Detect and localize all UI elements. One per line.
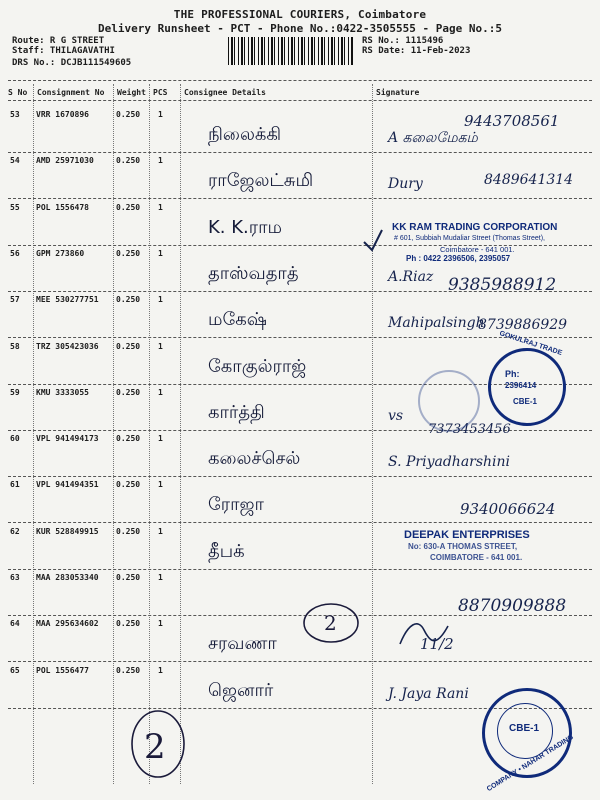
row-pcs: 1 (158, 666, 163, 675)
gokulraj-seal-ring: GOKULRAJ TRADE (498, 330, 563, 357)
row-pcs: 1 (158, 527, 163, 536)
row-divider (8, 152, 592, 153)
handwritten-phone: 8489641314 (484, 172, 574, 188)
col-sep (180, 84, 181, 784)
row-consignee-handwritten: நிலைக்கி (208, 124, 282, 145)
row-consignee-handwritten: சரவணா (208, 633, 277, 654)
row-consignment-no: MAA 295634602 (36, 619, 99, 628)
row-pcs: 1 (158, 434, 163, 443)
row-consignee-handwritten: கலைச்செல் (208, 448, 301, 469)
col-pcs: PCS (153, 88, 168, 97)
col-sep (33, 84, 34, 784)
row-pcs: 1 (158, 619, 163, 628)
handwritten-phone: 9385988912 (448, 275, 557, 295)
row-consignment-no: VPL 941494351 (36, 480, 99, 489)
colhead-divider (8, 100, 592, 101)
staff-label: Staff: THILAGAVATHI (12, 46, 115, 56)
row-divider (8, 198, 592, 199)
row-pcs: 1 (158, 342, 163, 351)
row-weight: 0.250 (116, 203, 141, 212)
row-consignment-no: GPM 273860 (36, 249, 85, 258)
row-consignment-no: TRZ 305423036 (36, 342, 99, 351)
row-divider (8, 476, 592, 477)
row-signature: A கலைமேகம் (388, 130, 478, 146)
route-label: Route: R G STREET (12, 36, 105, 46)
row-signature: J. Jaya Rani (388, 686, 469, 702)
rs-date: RS Date: 11-Feb-2023 (362, 46, 471, 56)
row-consignee-handwritten: கோகுல்ராஜ் (208, 356, 307, 377)
row-consignee-handwritten: ராஜேலட்சுமி (208, 170, 314, 191)
row-weight: 0.250 (116, 156, 141, 165)
header-divider (8, 80, 592, 81)
rs-number: RS No.: 1115496 (362, 36, 444, 46)
handwritten-phone: 7373453456 (428, 422, 511, 437)
col-consignee: Consignee Details (184, 88, 266, 97)
faint-seal (418, 370, 480, 432)
row-signature: Mahipalsingh (388, 315, 485, 331)
row-pcs: 1 (158, 156, 163, 165)
row-sno: 64 (10, 619, 20, 628)
row-sno: 59 (10, 388, 20, 397)
svg-text:2: 2 (144, 727, 166, 767)
handwritten-date: 11/2 (420, 635, 454, 653)
row-consignee-handwritten: கார்த்தி (208, 402, 265, 423)
row-sno: 56 (10, 249, 20, 258)
row-consignee-handwritten: ரோஜா (208, 494, 264, 515)
kkram-stamp-line: Coimbatore - 641 001. (440, 245, 515, 254)
row-sno: 58 (10, 342, 20, 351)
row-divider (8, 569, 592, 570)
row-pcs: 1 (158, 480, 163, 489)
row-pcs: 1 (158, 203, 163, 212)
col-sep (372, 84, 373, 784)
row-sno: 60 (10, 434, 20, 443)
row-signature: vs (388, 408, 404, 424)
row-weight: 0.250 (116, 666, 141, 675)
col-weight: Weight (117, 88, 146, 97)
kkram-stamp-line: # 601, Subbiah Mudaliar Street (Thomas Street), (394, 235, 545, 242)
col-sno: S No (8, 88, 28, 97)
row-signature: Dury (388, 176, 423, 192)
row-divider (8, 522, 592, 523)
row-pcs: 1 (158, 573, 163, 582)
handwritten-phone: 8739886929 (478, 317, 568, 333)
handwritten-phone: 8870909888 (458, 596, 567, 616)
row-consignment-no: KMU 3333055 (36, 388, 89, 397)
row-pcs: 1 (158, 295, 163, 304)
handwritten-phone: 9340066624 (460, 500, 556, 518)
kkram-stamp-name: KK RAM TRADING CORPORATION (392, 222, 558, 233)
row-pcs: 1 (158, 249, 163, 258)
row-weight: 0.250 (116, 619, 141, 628)
row-consignment-no: POL 1556478 (36, 203, 89, 212)
row-weight: 0.250 (116, 295, 141, 304)
col-sep (113, 84, 114, 784)
row-signature: A.Riaz (388, 269, 434, 285)
col-sep (149, 84, 150, 784)
col-signature: Signature (376, 88, 420, 97)
row-weight: 0.250 (116, 434, 141, 443)
tick-mark (362, 228, 384, 254)
row-pcs: 1 (158, 388, 163, 397)
row-weight: 0.250 (116, 527, 141, 536)
row-weight: 0.250 (116, 342, 141, 351)
row-sno: 55 (10, 203, 20, 212)
row-consignment-no: MEE 530277751 (36, 295, 99, 304)
drs-label: DRS No.: DCJB111549605 (12, 58, 132, 68)
seal-ph-number: 2396414 (505, 381, 537, 390)
row-weight: 0.250 (116, 110, 141, 119)
gokulraj-seal (488, 348, 566, 426)
row-sno: 65 (10, 666, 20, 675)
row-sno: 62 (10, 527, 20, 536)
seal-city: CBE-1 (513, 397, 538, 406)
seal-ph-label: Ph: (505, 369, 520, 379)
row-weight: 0.250 (116, 573, 141, 582)
row-consignment-no: AMD 25971030 (36, 156, 94, 165)
row-consignee-handwritten: ஜெனார் (208, 680, 274, 701)
deepak-stamp-line: COIMBATORE - 641 001. (430, 553, 523, 562)
nahar-seal-city: CBE-1 (509, 723, 540, 734)
signature-scribble (396, 614, 456, 654)
barcode (228, 37, 354, 65)
row-sno: 63 (10, 573, 20, 582)
row-sno: 61 (10, 480, 20, 489)
row-consignee-handwritten: தீபக் (208, 541, 245, 562)
row-consignment-no: VPL 941494173 (36, 434, 99, 443)
bottom-circled-mark (128, 706, 188, 782)
row-sno: 54 (10, 156, 20, 165)
row-consignment-no: KUR 528849915 (36, 527, 99, 536)
row-weight: 0.250 (116, 249, 141, 258)
row-pcs: 1 (158, 110, 163, 119)
row-sno: 57 (10, 295, 20, 304)
col-consignment: Consignment No (37, 88, 105, 97)
handwritten-phone: 9443708561 (464, 112, 560, 130)
deepak-stamp-name: DEEPAK ENTERPRISES (404, 529, 530, 541)
row-consignment-no: MAA 283053340 (36, 573, 99, 582)
kkram-stamp-phone: Ph : 0422 2396506, 2395057 (406, 254, 511, 263)
row-consignee-handwritten: தாஸ்வதாத் (208, 263, 299, 284)
row-signature: S. Priyadharshini (388, 454, 511, 470)
row-divider (8, 661, 592, 662)
row-consignee-handwritten: மகேஷ் (208, 309, 267, 330)
row-consignee-handwritten: K. K.ராம (208, 217, 282, 238)
row-consignment-no: POL 1556477 (36, 666, 89, 675)
runsheet-subtitle: Delivery Runsheet - PCT - Phone No.:0422-3505555 - Page No.:5 (98, 22, 502, 35)
row-weight: 0.250 (116, 480, 141, 489)
row-weight: 0.250 (116, 388, 141, 397)
row-consignment-no: VRR 1670896 (36, 110, 89, 119)
runsheet-title: THE PROFESSIONAL COURIERS, Coimbatore (173, 8, 427, 21)
deepak-stamp-line: No: 630-A THOMAS STREET, (408, 542, 518, 551)
svg-text:2: 2 (324, 611, 337, 635)
row-sno: 53 (10, 110, 20, 119)
circled-number-mark (300, 598, 362, 648)
nahar-seal-ring: COMPANY • NAHAR TRADING (485, 733, 575, 794)
